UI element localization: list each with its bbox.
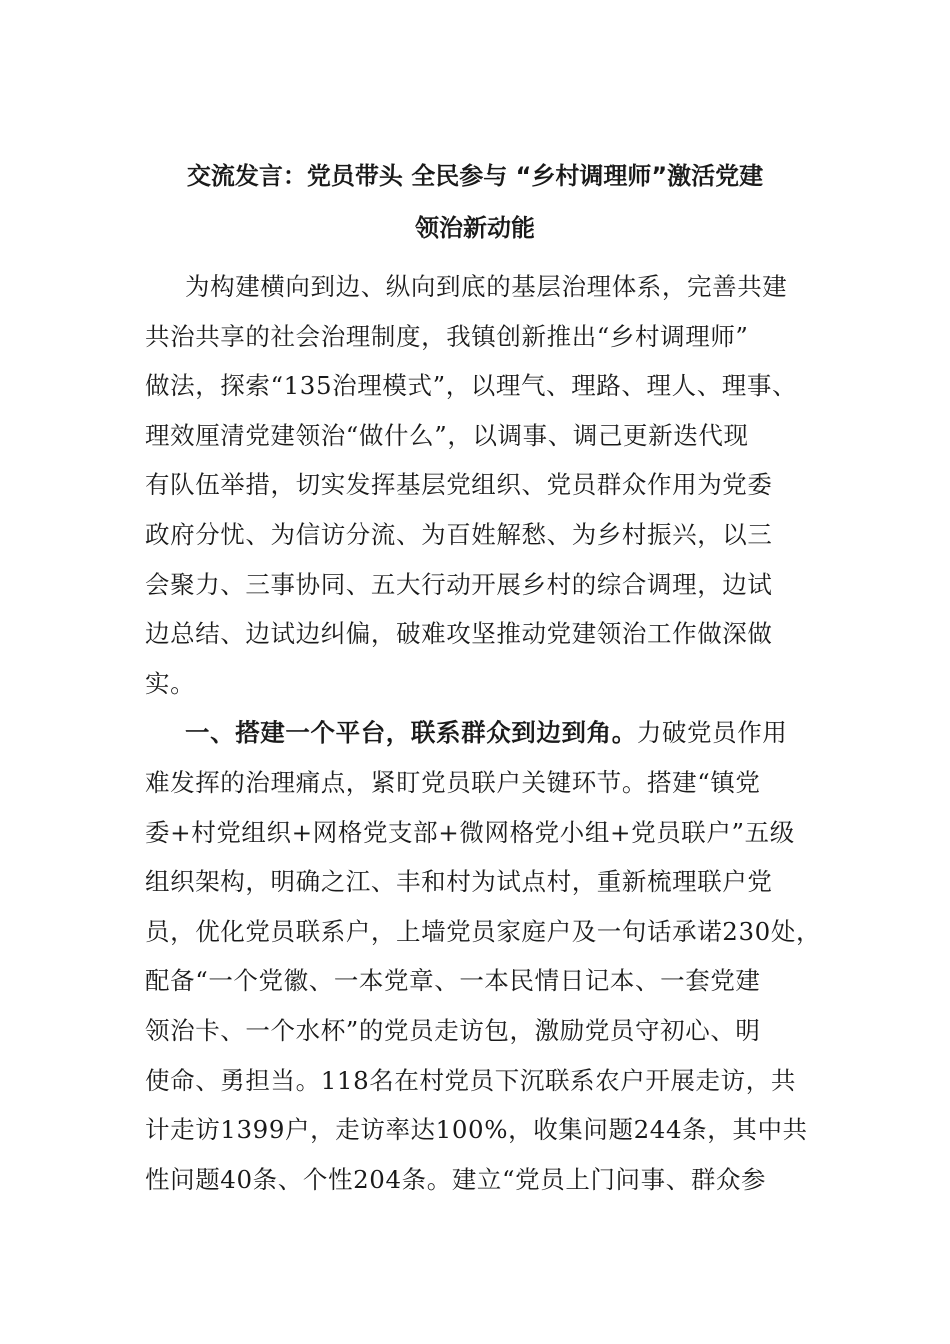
section-1-first-line: [145, 708, 810, 758]
text-line: 领治卡、一个水杯”的党员走访包，激励党员守初心、明: [145, 1015, 761, 1045]
text-line: 边总结、边试边纠偏，破难攻坚推动党建领治工作做深做: [145, 619, 773, 649]
text-line: 会聚力、三事协同、五大行动开展乡村的综合调理，边试: [145, 569, 773, 599]
document-title: [120, 150, 830, 254]
paragraph-intro: [145, 262, 810, 708]
text-line: 员，优化党员联系户，上墙党员家庭户及一句话承诺230处，: [145, 916, 822, 946]
paragraph-section-1: [145, 708, 822, 1204]
text-line: 配备“一个党徽、一本党章、一本民情日记本、一套党建: [145, 966, 761, 996]
text-line: 实。: [145, 668, 196, 698]
text-line: 有队伍举措，切实发挥基层党组织、党员群众作用为党委: [145, 470, 773, 500]
text-line: 理效厘清党建领治“做什么”，以调事、调己更新迭代现: [145, 420, 749, 450]
text-line: 难发挥的治理痛点，紧盯党员联户关键环节。搭建“镇党: [145, 767, 761, 797]
text-line: 为构建横向到边、纵向到底的基层治理体系，完善共建: [185, 272, 788, 301]
text-line: 共治共享的社会治理制度，我镇创新推出“乡村调理师”: [145, 321, 749, 351]
text-line: 组织架构，明确之江、丰和村为试点村，重新梳理联户党: [145, 867, 773, 897]
section-1-first-line-text: 力破党员作用: [636, 718, 788, 748]
title-line-1: 交流发言：党员带头 全民参与 “乡村调理师”激活党建: [186, 162, 764, 190]
document-body: [145, 262, 822, 1204]
title-line-2: 领治新动能: [415, 214, 535, 242]
text-line: 性问题40条、个性204条。建立“党员上门问事、群众参: [145, 1164, 767, 1194]
text-line: 使命、勇担当。118名在村党员下沉联系农户开展走访，共: [145, 1065, 796, 1095]
text-line: 委+村党组织+网格党支部+微网格党小组+党员联户”五级: [145, 817, 795, 847]
text-line: 政府分忧、为信访分流、为百姓解愁、为乡村振兴，以三: [145, 519, 773, 549]
section-1-heading: 一、搭建一个平台，联系群众到边到角。: [185, 718, 637, 748]
text-line: 计走访1399户，走访率达100%，收集问题244条，其中共: [145, 1115, 808, 1145]
text-line: 做法，探索“135治理模式”，以理气、理路、理人、理事、: [145, 371, 798, 401]
